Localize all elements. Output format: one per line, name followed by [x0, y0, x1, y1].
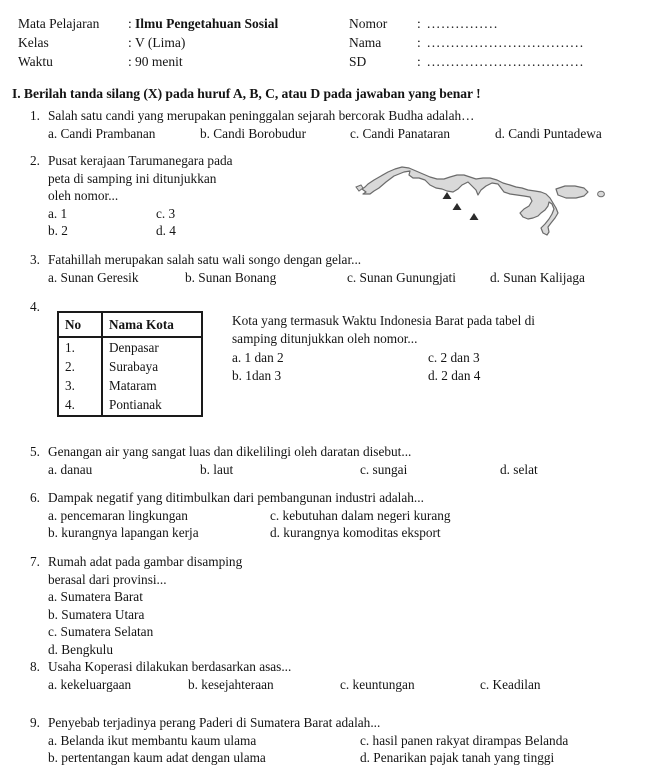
cell-no: 4. [58, 395, 102, 416]
question-stem-line: Kota yang termasuk Waktu Indonesia Barat pada tabel di [232, 313, 535, 328]
cell-no: 3. [58, 376, 102, 395]
question-number: 4. [30, 299, 40, 314]
map-marker-2-icon [453, 203, 462, 210]
java-map-figure [352, 156, 630, 242]
question-4-text [232, 312, 632, 384]
option-a[interactable]: a. Sumatera Barat [48, 589, 143, 604]
option-d[interactable]: d. Bengkulu [48, 641, 114, 657]
option-b[interactable]: b. Sunan Bonang [185, 269, 277, 285]
question-stem: Dampak negatif yang ditimbulkan dari pembangunan industri adalah... [48, 490, 424, 505]
java-island-shape [362, 167, 558, 235]
option-row [48, 524, 634, 542]
header-row [18, 52, 634, 71]
option-c[interactable]: c. Candi Panataran [350, 125, 451, 141]
option-a[interactable]: a. Sunan Geresik [48, 269, 139, 285]
question-number: 7. [30, 554, 40, 569]
option-d[interactable]: d. 2 dan 4 [428, 367, 481, 383]
option-d[interactable]: d. Penarikan pajak tanah yang tinggi [360, 750, 555, 765]
question-number: 5. [30, 444, 40, 459]
nama-colon: : [417, 35, 421, 50]
option-a[interactable]: a. Belanda ikut membantu kaum ulama [48, 732, 257, 748]
question-stem: Usaha Koperasi dilakukan berdasarkan asas... [48, 659, 292, 674]
question-stem-line: samping ditunjukkan oleh nomor... [232, 330, 418, 346]
option-c[interactable]: c. keuntungan [340, 676, 415, 692]
question-stem-line: oleh nomor... [48, 188, 119, 203]
table-row [58, 376, 202, 395]
west-tip-fragment [356, 185, 363, 191]
table-header-row [58, 312, 202, 337]
table-head [58, 312, 202, 337]
question-number: 2. [30, 153, 40, 168]
option-a[interactable]: a. kekeluargaan [48, 676, 132, 692]
option-row [232, 367, 632, 385]
cell-nama-kota: Denpasar [102, 337, 202, 357]
option-d[interactable]: d. selat [500, 461, 538, 477]
subject-colon: : [128, 16, 132, 31]
option-row [48, 749, 634, 767]
option-row [48, 222, 348, 240]
sd-label: SD [349, 54, 367, 69]
option-row [48, 269, 634, 287]
subject-value: Ilmu Pengetahuan Sosial [135, 16, 279, 31]
exam-header [18, 14, 634, 71]
question-2 [18, 152, 348, 240]
option-a[interactable]: a. danau [48, 461, 93, 477]
nama-label: Nama [349, 35, 382, 50]
option-row [48, 461, 634, 479]
option-b[interactable]: b. Candi Borobudur [200, 125, 306, 141]
question-stem: Salah satu candi yang merupakan peninggalan sejarah bercorak Budha adalah… [48, 108, 475, 123]
question-stem: Genangan air yang sangat luas dan dikelilingi oleh daratan disebut... [48, 444, 412, 459]
sd-colon: : [417, 54, 421, 69]
question-7 [18, 553, 348, 658]
table-row [58, 357, 202, 376]
option-b[interactable]: b. laut [200, 461, 234, 477]
option-a[interactable]: a. pencemaran lingkungan [48, 507, 188, 523]
option-c[interactable]: c. 3 [156, 205, 176, 221]
option-c[interactable]: c. 2 dan 3 [428, 350, 480, 365]
option-d[interactable]: c. Keadilan [480, 676, 541, 692]
option-d[interactable]: d. 4 [156, 223, 176, 238]
question-9 [18, 714, 634, 767]
question-1 [18, 107, 634, 142]
option-row [48, 125, 634, 143]
question-stem-line: Rumah adat pada gambar disamping [48, 554, 243, 569]
kota-table-wrapper [57, 311, 203, 417]
cell-no: 2. [58, 357, 102, 376]
option-row [48, 676, 634, 694]
option-c[interactable]: c. kebutuhan dalam negeri kurang [270, 507, 451, 523]
option-c[interactable]: c. Sunan Gunungjati [347, 269, 456, 285]
cell-no: 1. [58, 337, 102, 357]
small-islet-shape [598, 191, 605, 197]
class-value: V (Lima) [135, 35, 186, 50]
option-row [48, 205, 348, 223]
column-header-no: No [58, 312, 102, 337]
header-row [18, 33, 634, 52]
section-instruction: I. Berilah tanda silang (X) pada huruf A, B, C, atau D pada jawaban yang benar ! [12, 86, 481, 101]
question-number: 1. [30, 108, 40, 123]
option-grid [232, 349, 632, 384]
table-row [58, 395, 202, 416]
option-c[interactable]: c. hasil panen rakyat dirampas Belanda [360, 732, 569, 748]
time-colon: : [128, 54, 132, 69]
header-row [18, 14, 634, 33]
option-d[interactable]: d. kurangnya komoditas eksport [270, 525, 441, 540]
cell-nama-kota: Pontianak [102, 395, 202, 416]
question-stem-line: Pusat kerajaan Tarumanegara pada [48, 153, 233, 168]
question-stem: Penyebab terjadinya perang Paderi di Sumatera Barat adalah... [48, 715, 381, 730]
table-body [58, 337, 202, 416]
time-value: 90 menit [135, 54, 183, 69]
question-3 [18, 251, 634, 286]
question-number: 6. [30, 490, 40, 505]
madura-island-shape [556, 186, 588, 198]
option-b[interactable]: b. Sumatera Utara [48, 606, 145, 622]
question-number: 3. [30, 252, 40, 267]
question-stem-line: berasal dari provinsi... [48, 571, 167, 587]
cell-nama-kota: Mataram [102, 376, 202, 395]
column-header-nama-kota: Nama Kota [102, 312, 202, 337]
option-a[interactable]: a. Candi Prambanan [48, 125, 156, 141]
time-label: Waktu [18, 54, 53, 69]
question-stem: Fatahillah merupakan salah satu wali songo dengan gelar... [48, 252, 362, 267]
option-c[interactable]: c. sungai [360, 461, 408, 477]
java-map-svg [352, 156, 630, 242]
question-8 [18, 658, 634, 693]
question-stem-line: peta di samping ini ditunjukkan [48, 170, 217, 186]
option-a[interactable]: a. 1 dan 2 [232, 350, 284, 365]
option-b[interactable]: b. kurangnya lapangan kerja [48, 525, 199, 540]
option-row [48, 732, 634, 750]
class-label: Kelas [18, 35, 49, 50]
nomor-label: Nomor [349, 16, 388, 31]
option-row [232, 349, 632, 367]
option-b[interactable]: b. kesejahteraan [188, 676, 274, 692]
subject-label: Mata Pelajaran [18, 16, 100, 31]
option-row [48, 507, 634, 525]
class-colon: : [128, 35, 132, 50]
question-6 [18, 489, 634, 542]
option-d[interactable]: d. Sunan Kalijaga [490, 269, 585, 285]
nomor-dotted-field[interactable]: ............... [427, 16, 499, 31]
nomor-colon: : [417, 16, 421, 31]
option-stack [48, 588, 348, 658]
question-number: 9. [30, 715, 40, 730]
question-5 [18, 443, 634, 478]
option-b[interactable]: b. pertentangan kaum adat dengan ulama [48, 750, 266, 765]
table-row [58, 337, 202, 357]
option-d[interactable]: d. Candi Puntadewa [495, 125, 602, 141]
cell-nama-kota: Surabaya [102, 357, 202, 376]
nama-dotted-field[interactable]: ................................. [427, 35, 585, 50]
option-a[interactable]: a. 1 [48, 205, 68, 221]
map-marker-3-icon [470, 213, 479, 220]
option-c[interactable]: c. Sumatera Selatan [48, 624, 154, 639]
option-b[interactable]: b. 1dan 3 [232, 367, 282, 383]
kota-table [57, 311, 203, 417]
option-b[interactable]: b. 2 [48, 223, 68, 238]
question-number: 8. [30, 659, 40, 674]
sd-dotted-field[interactable]: ................................. [427, 54, 585, 69]
map-marker-1-icon [443, 192, 452, 199]
